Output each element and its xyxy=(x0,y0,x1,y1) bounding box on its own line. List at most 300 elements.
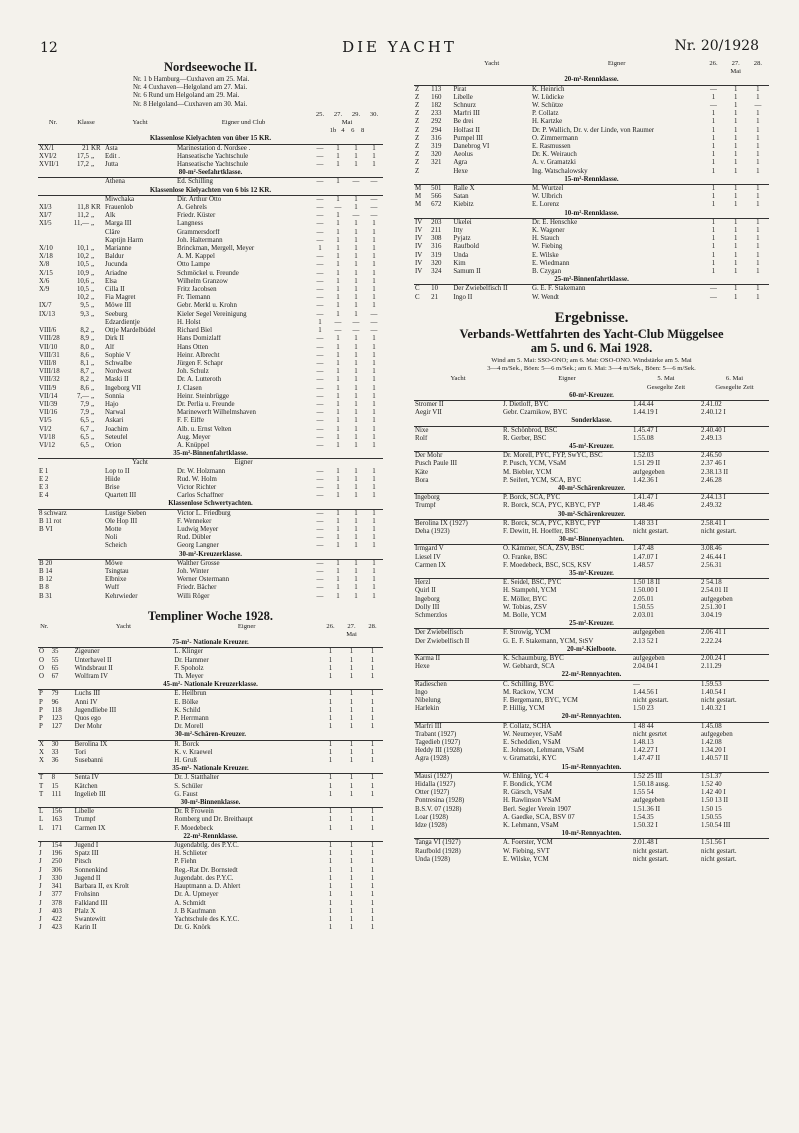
table-cell: E. Bölke xyxy=(174,698,199,706)
table-cell: 672 xyxy=(431,201,442,209)
table-row xyxy=(38,875,383,883)
table-cell: 1 xyxy=(349,673,354,681)
table-cell: 1 xyxy=(733,118,738,126)
table-cell: 1 xyxy=(372,592,376,600)
table-cell: 171 xyxy=(51,824,62,832)
table-row xyxy=(38,816,383,824)
table-cell: Schnurz xyxy=(453,102,476,110)
table-cell: 1 xyxy=(372,409,376,417)
table-cell: 67 xyxy=(51,673,59,681)
table-cell: Tsingtau xyxy=(105,567,129,575)
table-cell: 1.51.36 II xyxy=(633,805,660,813)
section-title: 80-m²-Seefahrtklasse. xyxy=(38,169,383,178)
table-cell: K. Schild xyxy=(174,706,201,714)
table-row xyxy=(38,161,383,169)
table-cell: 1 xyxy=(336,228,340,236)
table-cell: R. Gärsch, VSaM xyxy=(503,789,552,797)
table-cell: Friedr. Küster xyxy=(177,212,216,220)
table-cell: Stromer II xyxy=(415,400,444,408)
table-cell: 1 xyxy=(336,269,340,277)
table-cell: Karin II xyxy=(74,924,97,932)
table-cell: L xyxy=(39,816,44,824)
table-cell xyxy=(90,476,104,484)
table-cell: 1 xyxy=(328,757,333,765)
table-cell: 2.03.01 xyxy=(633,611,654,619)
table-row xyxy=(38,417,383,425)
table-cell: Aegir VII xyxy=(415,409,442,417)
table-cell xyxy=(68,534,90,542)
left-column xyxy=(38,60,383,932)
table-cell: Jugendliebe III xyxy=(74,706,117,714)
table-cell: Dr. Perlia u. Freunde xyxy=(177,400,235,408)
table-cell: 1.40.54 I xyxy=(701,688,726,696)
table-cell: H. Holst xyxy=(177,318,201,326)
table-cell: 1 xyxy=(372,483,376,491)
table-row xyxy=(38,699,383,707)
table-cell: Willi Röger xyxy=(177,592,210,600)
table-cell: P. Pusch, YCM, VSaM xyxy=(503,460,567,468)
table-cell: Irmgard V xyxy=(415,545,444,553)
table-cell: Pyjatz xyxy=(453,235,471,243)
table-row xyxy=(38,916,383,924)
table-cell: — xyxy=(316,294,324,302)
table-cell: 33 xyxy=(51,748,59,756)
table-cell: J xyxy=(39,858,42,866)
result-row xyxy=(414,554,769,562)
table-cell: Jugend II xyxy=(74,874,101,882)
result-row xyxy=(414,772,769,781)
table-cell: 1 xyxy=(370,850,375,858)
table-cell: F. Spoholz xyxy=(174,664,204,672)
table-cell: 2.49.13 xyxy=(701,434,722,442)
section-header xyxy=(414,646,769,655)
nordsee-date-header xyxy=(38,111,383,119)
table-cell: Z xyxy=(415,85,420,93)
table-cell: 1 xyxy=(711,167,716,175)
table-cell: F. Strowig, YCM xyxy=(503,629,551,637)
result-row xyxy=(414,789,769,797)
table-cell: B 8 xyxy=(39,584,49,592)
table-cell: Schmerzlos xyxy=(415,611,448,619)
table-cell: 1 xyxy=(372,384,376,392)
table-cell: 1 xyxy=(370,656,375,664)
day-head: 28. xyxy=(368,622,377,630)
table-cell: K. Schaumburg, BYC xyxy=(503,655,564,662)
table-cell: Wilhelm Granzow xyxy=(177,277,228,285)
section-title: 40-m²-Schärenkreuzer. xyxy=(414,485,769,494)
section-title: 35-m²- Nationale Kreuzer. xyxy=(38,765,383,774)
table-cell: F. Moedebeck, BSC, SCS, KSV xyxy=(503,561,592,569)
table-cell: X/6 xyxy=(39,277,50,285)
table-cell: 1 xyxy=(711,93,716,101)
result-row xyxy=(414,814,769,822)
table-cell: 1.45.47 I xyxy=(633,426,658,434)
table-cell: VIII/18 xyxy=(39,368,60,376)
table-cell: — xyxy=(316,195,324,203)
table-cell xyxy=(90,526,104,534)
table-cell: 1 xyxy=(756,259,760,267)
table-cell: J xyxy=(39,883,42,891)
table-cell: K. v. Kraewel xyxy=(174,748,213,756)
table-row xyxy=(414,218,769,227)
table-cell: Möwe III xyxy=(105,302,132,310)
table-cell: „ xyxy=(91,269,95,277)
table-cell: H. Schlieter xyxy=(174,850,208,858)
table-cell xyxy=(38,294,68,302)
table-cell: 1 xyxy=(372,144,376,152)
table-cell: 1 xyxy=(354,228,358,236)
table-cell: Heinr. Albrecht xyxy=(177,351,220,359)
col-yacht: Yacht xyxy=(115,622,131,630)
table-cell: — xyxy=(316,559,324,567)
table-row xyxy=(38,900,383,908)
table-cell: „ xyxy=(91,409,95,417)
table-cell: 1 xyxy=(336,584,340,592)
table-cell: 1 xyxy=(370,842,375,850)
result-row xyxy=(414,409,769,417)
table-cell: 1 xyxy=(336,335,340,343)
table-cell: W. Neumeyer, VSaM xyxy=(503,730,563,738)
table-cell: 1 xyxy=(372,433,376,441)
table-row xyxy=(38,393,383,401)
table-cell: KR xyxy=(91,144,101,152)
table-cell: — xyxy=(316,302,324,310)
table-cell: 1.50.54 III xyxy=(701,822,731,830)
table-cell: Mausi (1927) xyxy=(415,772,453,780)
table-cell: — xyxy=(370,195,378,203)
issue-number: Nr. 20/1928 xyxy=(674,38,759,54)
table-cell: „ xyxy=(91,359,95,367)
table-cell: 1 xyxy=(370,698,375,706)
table-row xyxy=(38,657,383,665)
table-cell: aufgegeben xyxy=(701,730,733,738)
section-title: 20-m²-Kielboote. xyxy=(414,646,769,655)
table-cell xyxy=(68,568,90,576)
nordsee-date: 30. xyxy=(369,110,379,118)
table-cell: C xyxy=(415,285,420,293)
result-row xyxy=(414,579,769,588)
table-cell: aufgegeben xyxy=(633,629,665,637)
table-cell: Jugendabt. des P.Y.C. xyxy=(174,874,234,882)
table-cell: Spatz III xyxy=(74,850,99,858)
table-cell: 1 xyxy=(711,118,716,126)
section-title: 25-m²-Binnenfahrtklasse. xyxy=(414,276,769,285)
table-cell: 1 xyxy=(354,220,358,228)
table-cell: Aeolus xyxy=(453,151,473,159)
table-cell: 1.48 33 I xyxy=(633,519,658,527)
table-cell: 1.48.57 xyxy=(633,561,654,569)
section-header xyxy=(414,764,769,773)
col-eigner: Eigner xyxy=(558,375,576,383)
table-cell: 1 xyxy=(354,376,358,384)
table-cell: 1 xyxy=(336,245,340,253)
table-cell: 1 xyxy=(733,227,738,235)
col-yacht: Yacht xyxy=(132,459,148,467)
table-cell: 1 xyxy=(733,126,738,134)
table-cell: 316 xyxy=(431,243,442,251)
table-cell: — xyxy=(370,212,378,220)
table-cell: G. Faust xyxy=(174,790,198,798)
table-cell: — xyxy=(316,359,324,367)
table-cell: 1 xyxy=(370,808,375,816)
table-cell: Otter (1927) xyxy=(415,789,450,797)
table-cell: 2.44.13 I xyxy=(701,494,726,502)
table-cell: Lustige Sieben xyxy=(105,509,147,517)
table-cell: — xyxy=(316,228,324,236)
table-row xyxy=(38,468,383,476)
table-cell: Th. Meyer xyxy=(174,673,204,681)
table-cell: 1 xyxy=(354,277,358,285)
table-cell: Hajo xyxy=(105,400,119,408)
table-cell xyxy=(38,195,68,204)
table-cell: S. Schüler xyxy=(174,782,203,790)
table-cell: 1 xyxy=(756,251,760,259)
table-cell: Seeburg xyxy=(105,310,128,318)
table-cell: Hidalla (1927) xyxy=(415,781,456,789)
nordsee-date: 25. xyxy=(315,110,325,118)
result-row xyxy=(414,822,769,830)
table-cell: 1 xyxy=(336,425,340,433)
table-cell: 1 xyxy=(372,517,376,525)
table-cell: 8,2 xyxy=(80,376,89,384)
table-cell xyxy=(90,584,104,592)
table-cell: 294 xyxy=(431,126,442,134)
table-cell: 1 xyxy=(372,294,376,302)
table-cell: 196 xyxy=(51,850,62,858)
table-cell: Sophie V xyxy=(105,351,131,359)
table-cell: Trumpf xyxy=(415,502,436,510)
table-cell: 1 xyxy=(372,475,376,483)
section-title: Klassenlose Schwertyachten. xyxy=(38,500,383,509)
table-cell: X/18 xyxy=(39,253,53,261)
table-cell: T xyxy=(39,774,44,782)
table-cell: Walther Grosse xyxy=(177,559,220,567)
table-cell: 1 xyxy=(349,723,354,731)
table-cell: E 3 xyxy=(39,483,49,491)
table-cell: 1 xyxy=(370,723,375,731)
table-cell: 1 xyxy=(336,286,340,294)
table-cell: Miwchaka xyxy=(105,195,135,203)
table-cell: „ xyxy=(91,152,95,160)
section-title: Klassenlose Kielyachten von über 15 KR. xyxy=(38,135,383,144)
table-cell: 1 xyxy=(328,698,333,706)
schedule-line: Nr. 8 Helgoland—Cuxhaven am 30. Mai. xyxy=(133,100,248,108)
table-cell xyxy=(68,542,90,550)
table-cell: Ottje Mardelbüdel xyxy=(105,327,156,335)
table-cell: 1 xyxy=(349,907,354,915)
table-cell: Alf xyxy=(105,343,115,351)
table-cell: Seteufel xyxy=(105,433,128,441)
table-cell: 2.58.41 I xyxy=(701,519,726,527)
table-cell: aufgegeben xyxy=(701,595,733,603)
table-cell: 8,7 xyxy=(80,368,89,376)
col-yacht: Yacht xyxy=(132,119,148,127)
table-cell: 1 xyxy=(733,143,738,151)
table-cell: 1 xyxy=(349,858,354,866)
table-cell: Dr. Morell, PYC, FYP, SwYC, BSC xyxy=(503,452,603,460)
table-row xyxy=(38,757,383,765)
table-cell: 1 xyxy=(711,185,716,193)
table-cell: Nordwest xyxy=(105,368,132,376)
table-cell: 8,6 xyxy=(80,351,89,359)
table-cell: 1 xyxy=(756,243,760,251)
table-cell: 1 xyxy=(733,102,738,110)
table-cell: 1 xyxy=(756,159,760,167)
table-cell: 1 xyxy=(336,417,340,425)
table-cell: 1 xyxy=(328,824,333,832)
day1-label: 5. Mai xyxy=(657,375,675,383)
table-cell: 1 xyxy=(756,235,760,243)
table-cell: Hexe xyxy=(415,663,430,671)
table-cell: — xyxy=(710,293,717,301)
table-cell: Dir. Arthur Otto xyxy=(177,195,222,203)
table-cell: 1 xyxy=(354,509,358,517)
table-cell: 1 xyxy=(318,318,322,326)
section-title: 30-m²-Binnenyachten. xyxy=(414,536,769,545)
table-cell: 1 xyxy=(336,261,340,269)
table-row xyxy=(38,368,383,376)
result-row xyxy=(414,519,769,528)
table-cell: Tori xyxy=(74,748,87,756)
table-cell: 1 xyxy=(711,235,716,243)
table-cell: P. Borck, SCA, PYC xyxy=(503,494,561,502)
table-cell: R. Borck, SCA, PYC, KBYC, FYP xyxy=(503,519,601,527)
table-cell: 211 xyxy=(431,227,442,235)
table-cell xyxy=(90,559,104,568)
table-cell: 423 xyxy=(51,924,62,932)
table-cell: E. Johnson, Lehmann, VSaM xyxy=(503,747,585,755)
section-title: 60-m²-Kreuzer. xyxy=(414,392,769,401)
result-row xyxy=(414,705,769,713)
table-row xyxy=(38,542,383,550)
table-cell: 1 xyxy=(349,664,354,672)
table-cell: 1 xyxy=(733,235,738,243)
table-cell: „ xyxy=(91,212,95,220)
table-cell: 1 xyxy=(372,343,376,351)
table-cell: VII/10 xyxy=(39,343,58,351)
table-cell: Yachtschule des K.Y.C. xyxy=(174,915,240,923)
table-cell: K. Wagener xyxy=(531,227,565,235)
table-cell: 1 xyxy=(349,698,354,706)
table-cell: 1 xyxy=(372,441,376,449)
table-row xyxy=(38,534,383,542)
table-row xyxy=(38,212,383,220)
table-cell: Trabant (1927) xyxy=(415,730,457,738)
table-cell: 1 xyxy=(354,425,358,433)
table-cell: 1 xyxy=(349,850,354,858)
table-row xyxy=(38,319,383,327)
day-head: 28. xyxy=(753,60,763,67)
table-cell: Hans Domizlaff xyxy=(177,335,222,343)
table-cell: Georg Langner xyxy=(177,542,219,550)
table-cell: Loar (1928) xyxy=(415,813,449,821)
table-cell: 1 xyxy=(349,924,354,932)
table-cell: — xyxy=(352,212,360,220)
right-column xyxy=(414,60,769,864)
table-cell: Ingo II xyxy=(453,293,473,301)
table-cell: 1 xyxy=(370,664,375,672)
table-cell: A. Foerster, YCM xyxy=(503,839,553,847)
table-cell: 1 xyxy=(372,567,376,575)
result-row xyxy=(414,452,769,461)
result-row xyxy=(414,460,769,468)
col-day1 xyxy=(632,375,700,391)
table-cell: 1 xyxy=(733,285,738,293)
table-cell: Romberg und Dr. Breithaupt xyxy=(174,816,253,824)
table-cell: 2.51.30 I xyxy=(701,603,726,611)
table-cell: — xyxy=(352,327,360,335)
table-cell: Kehrwieder xyxy=(105,592,138,600)
table-cell: Dr. A. Lutteroth xyxy=(177,376,222,384)
table-cell: Jürgen F. Schapr xyxy=(177,359,223,367)
table-cell: — xyxy=(316,567,324,575)
table-cell: 1 xyxy=(372,220,376,228)
table-cell: 1 xyxy=(733,243,738,251)
table-cell: „ xyxy=(91,376,95,384)
section-title: 30-m²-Kreuzerklasse. xyxy=(38,551,383,560)
table-cell: 10,1 xyxy=(76,245,89,253)
table-cell: 10,6 xyxy=(76,277,89,285)
table-row xyxy=(38,518,383,526)
section-header xyxy=(414,536,769,545)
table-cell: — xyxy=(316,409,324,417)
table-cell: 2.04.04 I xyxy=(633,663,658,671)
table-cell xyxy=(90,509,104,518)
table-cell: 1 xyxy=(372,392,376,400)
table-row xyxy=(38,850,383,858)
section-header xyxy=(414,671,769,680)
table-row xyxy=(414,159,769,167)
table-cell: 1 xyxy=(711,227,716,235)
table-row xyxy=(38,195,383,204)
table-cell: 2.22.24 xyxy=(701,637,722,645)
table-cell: E. Wilske, YCM xyxy=(503,855,549,863)
table-cell xyxy=(90,195,104,204)
table-cell: 1 xyxy=(349,824,354,832)
table-cell: 154 xyxy=(51,842,62,850)
table-row xyxy=(38,584,383,592)
table-row xyxy=(38,335,383,343)
race-head: 4 xyxy=(341,127,345,135)
table-cell: E 2 xyxy=(39,475,49,483)
section-header xyxy=(414,176,769,185)
table-cell: 422 xyxy=(51,915,62,923)
day-label: 27. xyxy=(731,60,740,67)
results-subtitle-dates: am 5. und 6. Mai 1928. xyxy=(530,340,653,355)
table-cell: Hans Otten xyxy=(177,343,209,351)
table-cell: Z xyxy=(415,126,420,134)
section-title: 45-m²-Kreuzer. xyxy=(414,443,769,452)
table-cell: 1 xyxy=(733,201,738,209)
table-cell: 1 xyxy=(372,400,376,408)
table-cell: 1 xyxy=(328,774,333,782)
table-row xyxy=(414,102,769,110)
table-cell: Maski II xyxy=(105,376,129,384)
table-cell: Dr. J. Statthalter xyxy=(174,774,220,782)
table-cell: 1.44.44 xyxy=(633,400,654,408)
table-row xyxy=(414,260,769,268)
table-cell: „ xyxy=(91,351,95,359)
table-cell xyxy=(90,484,104,492)
nordsee-column-header xyxy=(38,119,383,135)
results-column-header xyxy=(414,375,769,391)
table-cell: 1 xyxy=(354,245,358,253)
table-cell: 1 xyxy=(354,525,358,533)
table-cell: 2.46.50 xyxy=(701,452,722,460)
table-cell: 320 xyxy=(431,151,442,159)
race-head: 1b xyxy=(329,127,337,135)
page-header xyxy=(0,34,799,58)
